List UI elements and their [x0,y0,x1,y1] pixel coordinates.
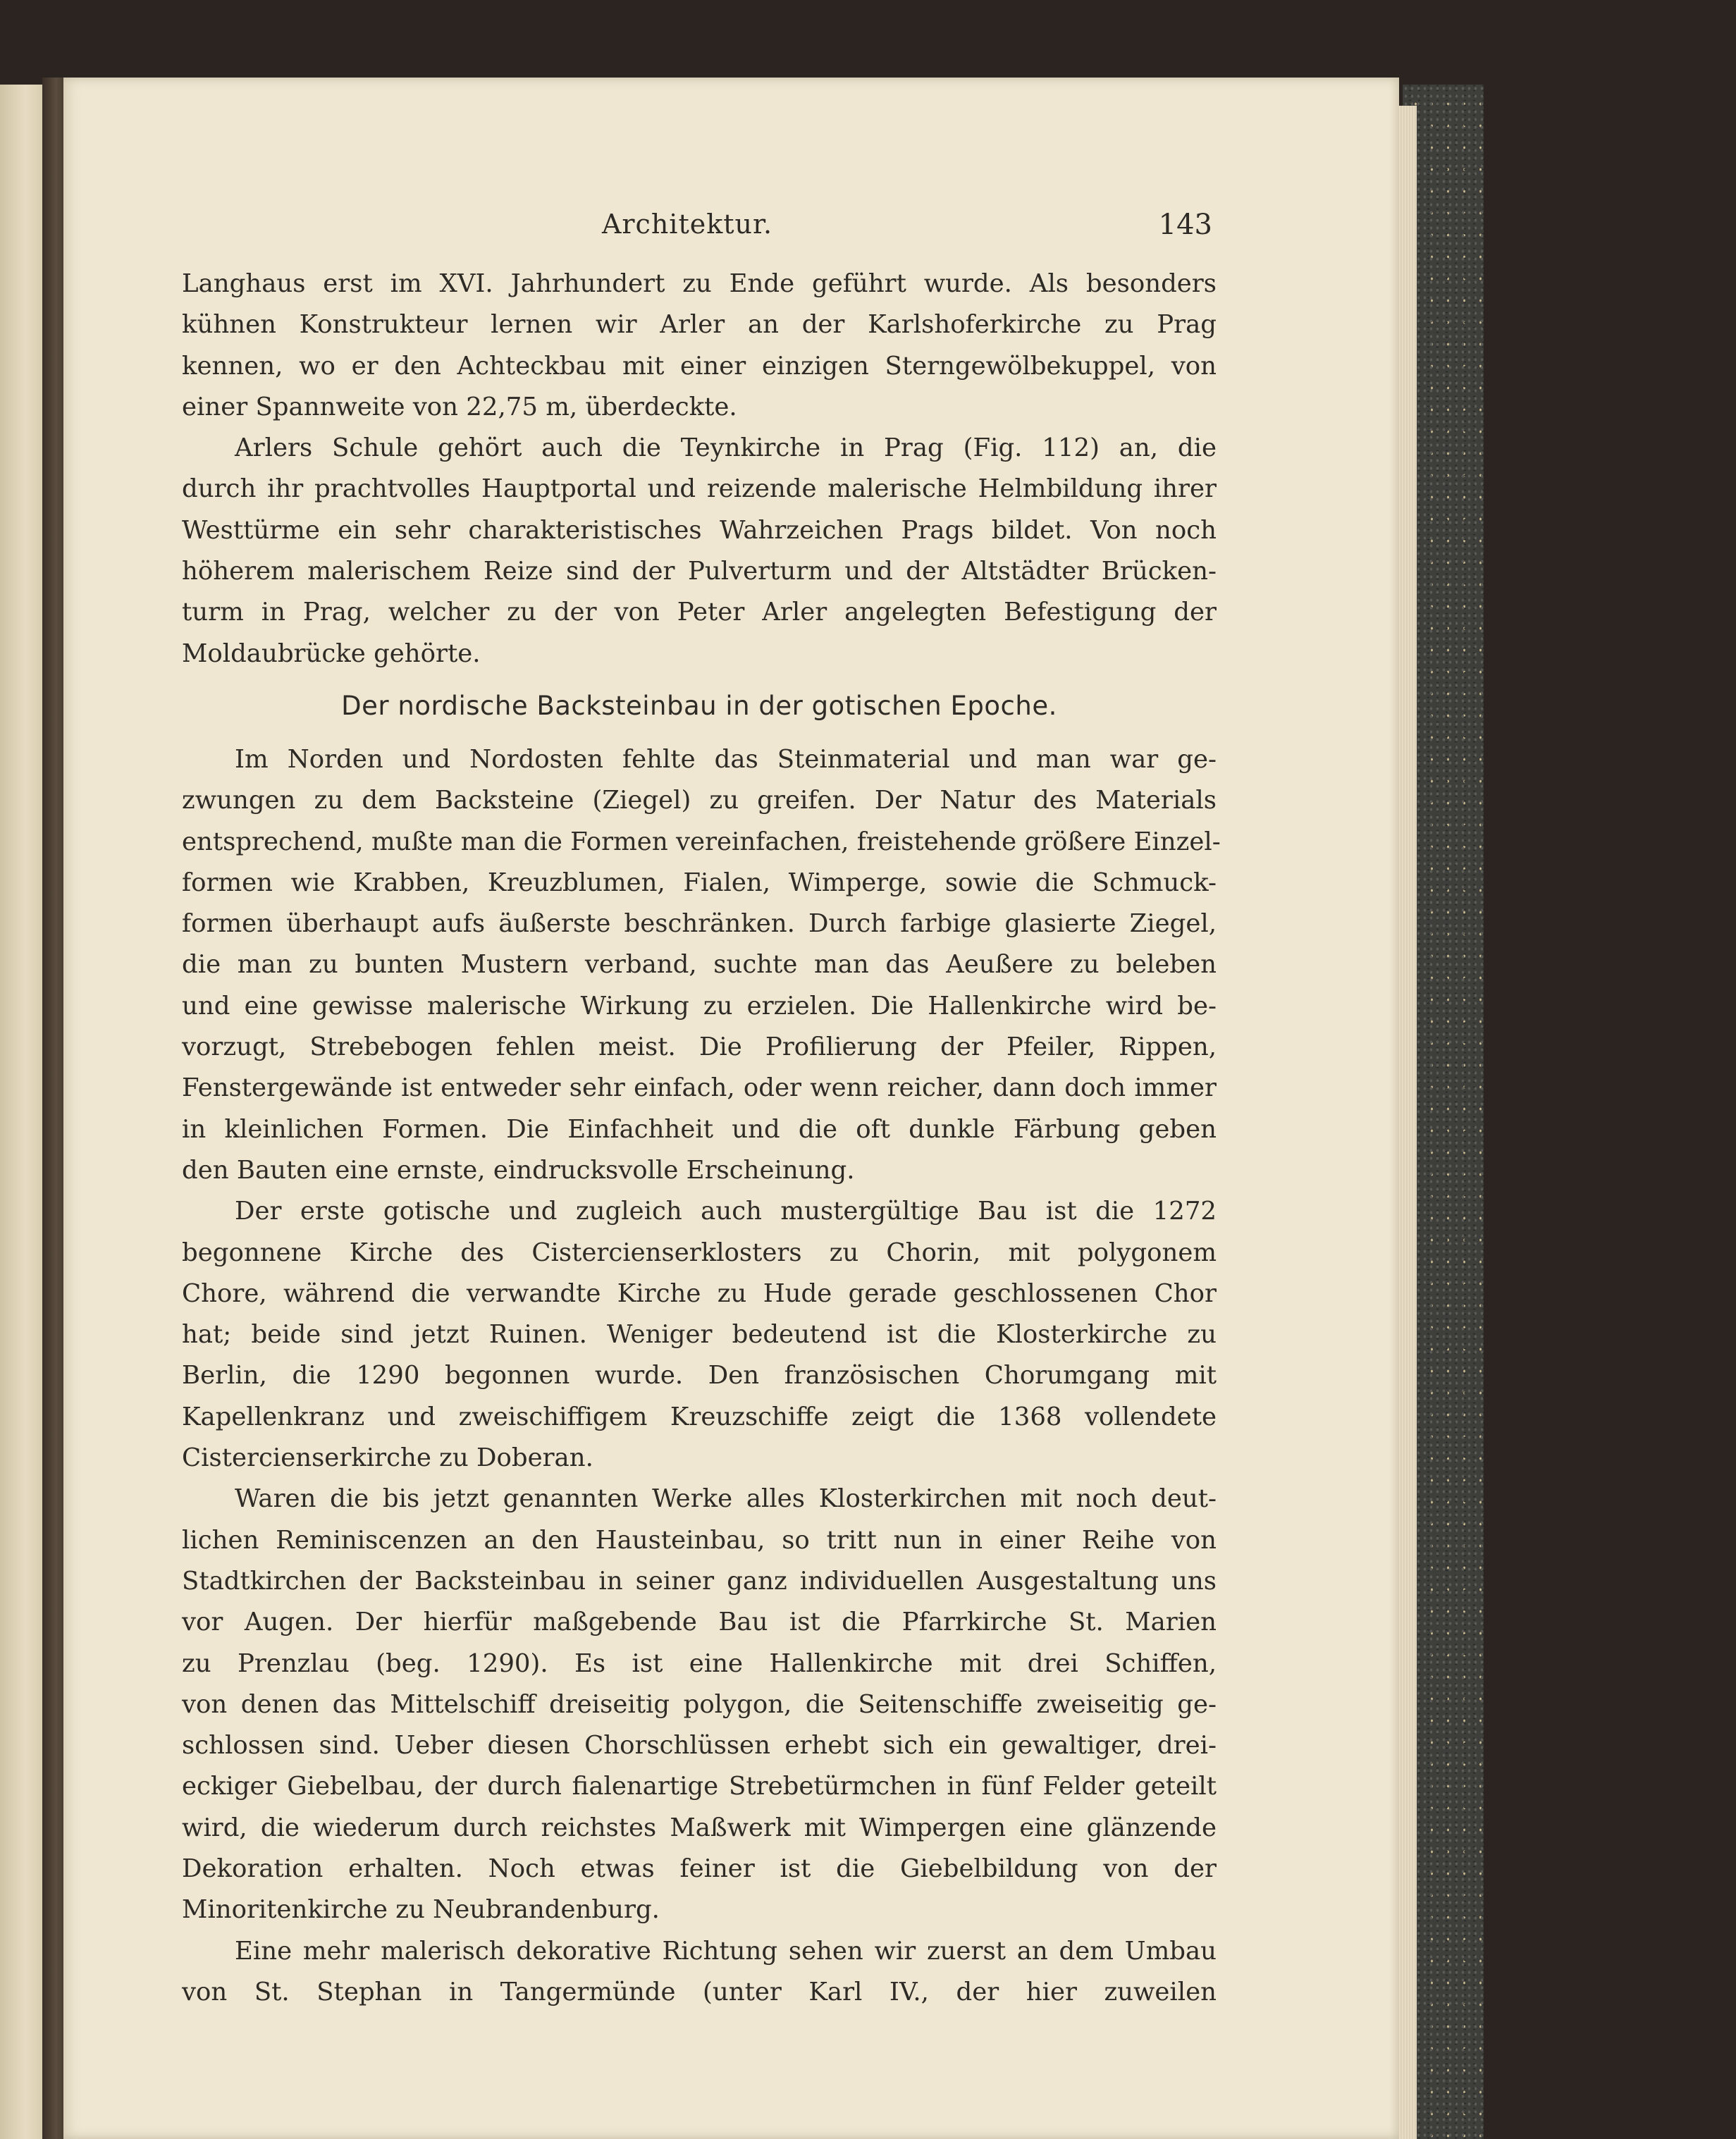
text-line: einer Spannweite von 22,75 m, überdeckte. [182,392,737,421]
text-line: Arlers Schule gehört auch die Teynkirche in Prag (Fig. 112) an, die [235,433,1217,463]
text-line: lichen Reminiscenzen an den Haustеinbau, so tritt nun in einer Reihe von [182,1525,1217,1555]
text-line: die man zu bunten Mustern verband, suchte man das Aeußere zu beleben [182,950,1217,980]
text-line: Cistercienserkirche zu Doberan. [182,1443,593,1473]
text-line: kennen, wo er den Achteckbau mit einer einzigen Sterngewölbekuppel, von [182,351,1217,381]
text-line: Fenstergewände ist entweder sehr einfach, oder wenn reicher, dann doch immer [182,1073,1217,1103]
running-head [162,204,1212,247]
text-line: zu Prenzlau (beg. 1290). Es ist eine Hallenkirche mit drei Schiffen, [182,1648,1217,1678]
text-line: von St. Stephan in Tangermünde (unter Karl IV., der hier zuweilen [182,1977,1217,2007]
text-line: begonnene Kirche des Cistercienserklosters zu Chorin, mit polygonem [182,1238,1217,1267]
text-line: Langhaus erst im XVI. Jahrhundert zu Ende geführt wurde. Als besonders [182,269,1217,298]
text-line: Minoritenkirche zu Neubrandenburg. [182,1895,660,1925]
text-line: eckiger Giebelbau, der durch fialenartige Strebetürmchen in fünf Felder geteilt [182,1772,1217,1801]
text-line: vorzugt, Strebebogen fehlen meist. Die Profilierung der Pfeiler, Rippen, [182,1032,1217,1062]
text-line: Chore, während die verwandte Kirche zu Hude gerade geschlossenen Chor [182,1278,1217,1308]
text-line: Eine mehr malerisch dekorative Richtung sehen wir zuerst an dem Umbau [235,1936,1217,1966]
text-line: und eine gewisse malerische Wirkung zu erzielen. Die Hallenkirche wird be- [182,991,1217,1021]
text-line: formen überhaupt aufs äußerste beschränken. Durch farbige glasierte Ziegel, [182,909,1217,939]
body-text [182,264,1221,2013]
text-line: durch ihr prachtvolles Hauptportal und reizende malerische Helmbildung ihrer [182,474,1217,504]
running-title: Architektur. [601,209,773,240]
text-line: Moldaubrücke gehörte. [182,639,481,668]
text-line: Der erste gotische und zugleich auch mustergültige Bau ist die 1272 [235,1197,1217,1226]
text-line: in kleinlichen Formen. Die Einfachheit und die oft dunkle Färbung geben [182,1114,1217,1144]
text-line: Dekoration erhalten. Noch etwas feiner ist die Giebelbildung von der [182,1854,1217,1883]
text-line: entsprechend, mußte man die Formen vereinfachen, freistehende größere Einzel- [182,827,1221,856]
text-line: Stadtkirchen der Backsteinbau in seiner ganz individuellen Ausgestaltung uns [182,1566,1217,1596]
text-line: Westtürme ein sehr charakteristisches Wahrzeichen Prags bildet. Von noch [182,515,1217,545]
text-line: schlossen sind. Ueber diesen Chorschlüssen erhebt sich ein gewaltiger, drei- [182,1731,1217,1761]
text-line: kühnen Konstrukteur lernen wir Arler an der Karlshoferkirche zu Prag [182,310,1217,340]
text-line: Im Norden und Nordosten fehlte das Steinmaterial und man war ge- [235,744,1217,774]
text-line: höherem malerischem Reize sind der Pulverturm und der Altstädter Brücken- [182,557,1217,586]
previous-page-edge [0,85,42,2139]
section-heading: Der nordische Backsteinbau in der gotischen Epoche. [341,690,1057,721]
text-line: Waren die bis jetzt genannten Werke alles Klosterkirchen mit noch deut- [235,1484,1217,1514]
text-line: Berlin, die 1290 begonnen wurde. Den französischen Chorumgang mit [182,1361,1217,1391]
text-line: formen wie Krabben, Kreuzblumen, Fialen, Wimperge, sowie die Schmuck- [182,868,1217,897]
text-line: zwungen zu dem Backsteine (Ziegel) zu greifen. Der Natur des Materials [182,786,1217,815]
book-page [63,78,1399,2139]
text-line: von denen das Mittelschiff dreiseitig polygon, die Seitenschiffe zweiseitig ge- [182,1689,1217,1719]
page-number: 143 [1158,209,1212,241]
text-line: Kapellenkranz und zweischiffigem Kreuzschiffe zeigt die 1368 vollendete [182,1402,1217,1431]
text-line: turm in Prag, welcher zu der von Peter Arler angelegten Befestigung der [182,598,1217,627]
text-line: den Bauten eine ernste, eindrucksvolle Erscheinung. [182,1155,855,1185]
text-line: vor Augen. Der hierfür maßgebende Bau ist die Pfarrkirche St. Marien [182,1608,1217,1637]
text-line: hat; beide sind jetzt Ruinen. Weniger bedeutend ist die Klosterkirche zu [182,1320,1217,1350]
text-line: wird, die wiederum durch reichstes Maßwerk mit Wimpergen eine glänzende [182,1813,1217,1842]
